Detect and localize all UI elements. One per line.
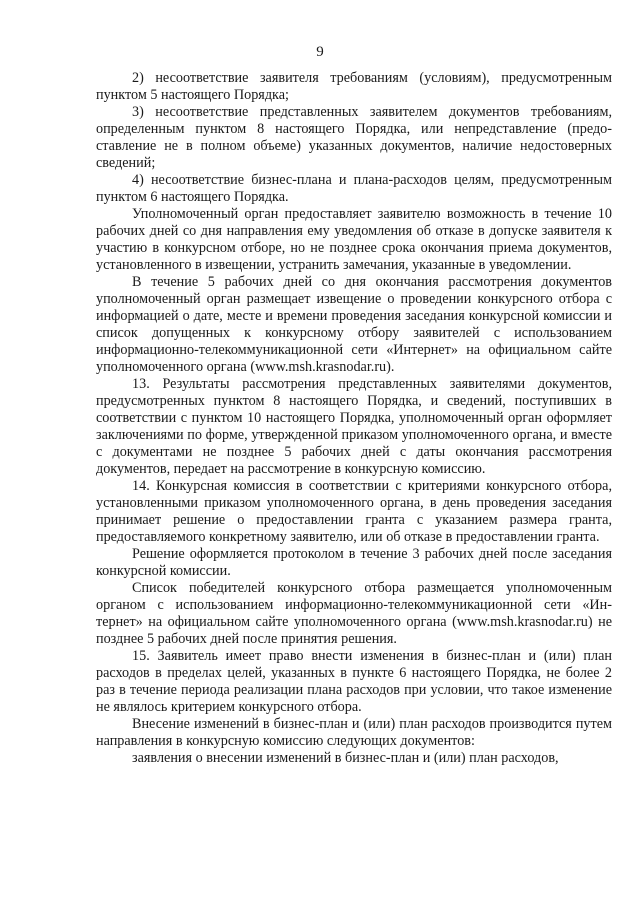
paragraph-application-statement: заявления о внесении изменений в бизнес-план и (или) план расходов, (132, 750, 559, 766)
paragraph-item-2: 2) несоответствие заявителя требованиям (условиям), предусмотренным пунктом 5 настоящего Порядка; (96, 70, 612, 103)
document-body (96, 70, 612, 767)
paragraph-winners-list: Список победителей конкурсного отбора размещается уполномоченным органом с использованием информационно-телекоммуникационной сети «Интернет» на официальном сайте уполномоченного органа (www.msh.krasnodar.ru) не позднее 5 рабочих дней после принятия решения. (96, 580, 612, 647)
paragraph-section-14: 14. Конкурсная комиссия в соответствии с критериями конкурсного отбора, установленными приказом уполномоченного органа, в день проведения заседания принимает решение о предоставлении гранта с указанием размера гранта, предоставляемого конкретному заявителю, или об отказе в предоставлении гранта. (96, 478, 612, 545)
page-number: 9 (316, 44, 324, 60)
paragraph-decision-protocol: Решение оформляется протоколом в течение 3 рабочих дней после заседания конкурсной комиссии. (96, 546, 612, 579)
paragraph-notice-correction: Уполномоченный орган предоставляет заявителю возможность в течение 10 рабочих дней со дня направления ему уведомления об отказе в допуске заявителя к участию в конкурсном отборе, но не позднее срока окончания приема документов, установленного в извещении, устранить замечания, указанные в уведомлении. (96, 206, 612, 273)
paragraph-notice-publication: В течение 5 рабочих дней со дня окончания рассмотрения документов уполномоченный орган размещает извещение о проведении конкурсного отбора с информацией о дате, месте и времени проведения заседания конкурсной комиссии и список допущенных к конкурсному отбору заявителей с использованием информационно-телекоммуникационной сети «Интернет» на официальном сайте уполномоченного органа (www.msh.krasnodar.ru). (96, 274, 612, 375)
paragraph-section-13: 13. Результаты рассмотрения представленных заявителями документов, предусмотренных пунктом 8 настоящего Порядка, и сведений, поступивших в соответствии с пунктом 10 настоящего Порядка, уполномоченный орган оформляет заключениями по форме, утвержденной приказом уполномоченного органа, и вместе с документами не позднее 5 рабочих дней с даты окончания рассмотрения документов, передает на рассмотрение в конкурсную комиссию. (96, 376, 612, 477)
paragraph-section-15: 15. Заявитель имеет право внести изменения в бизнес-план и (или) план расходов в пределах целей, указанных в пункте 6 настоящего Порядка, не более 2 раз в течение периода реализации плана расходов при условии, что такое изменение не являлось критерием конкурсного отбора. (96, 648, 612, 715)
paragraph-item-4: 4) несоответствие бизнес-плана и плана-расходов целям, предусмотренным пунктом 6 настоящего Порядка. (96, 172, 612, 205)
paragraph-changes-procedure: Внесение изменений в бизнес-план и (или) план расходов производится путем направления в конкурсную комиссию следующих документов: (96, 716, 612, 749)
paragraph-item-3: 3) несоответствие представленных заявителем документов требованиям, определенным пунктом 8 настоящего Порядка, или непредставление (предоставление не в полном объеме) указанных документов, наличие недостоверных сведений; (96, 104, 612, 171)
